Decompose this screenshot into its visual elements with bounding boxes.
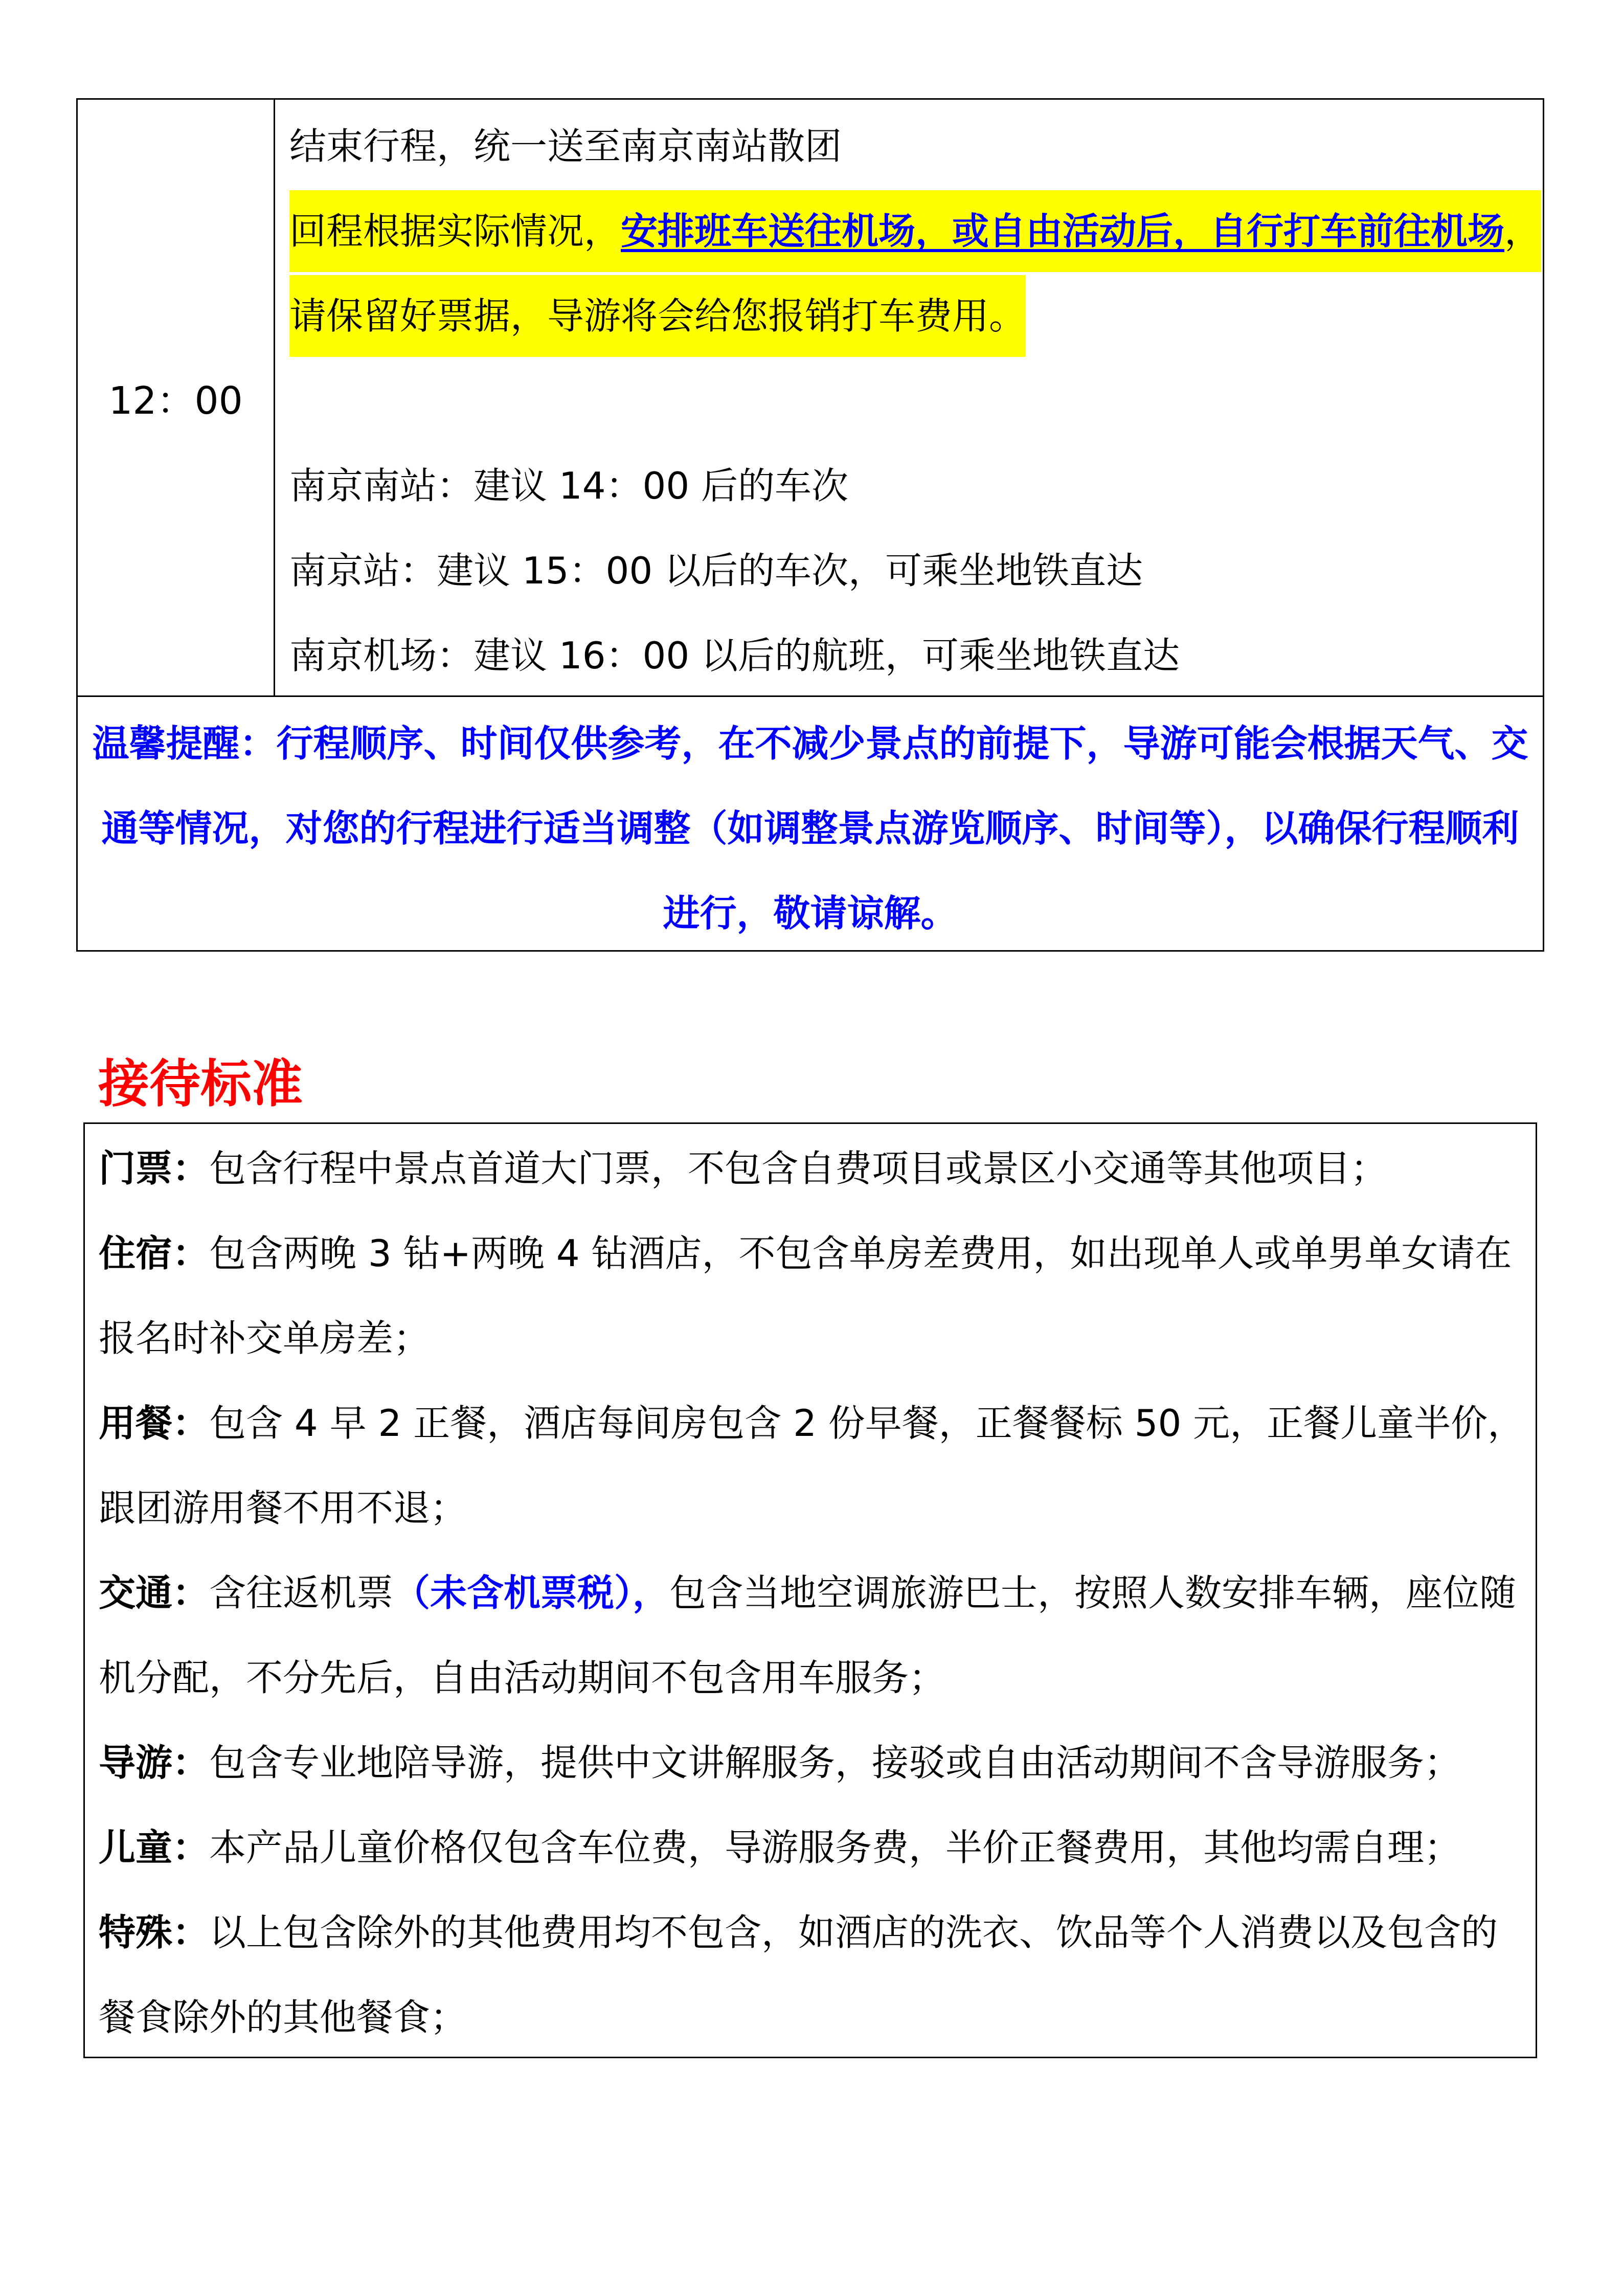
- standard-item: [99, 1720, 1525, 1805]
- return-note-suffix: ，: [1504, 210, 1542, 253]
- end-trip-text: 结束行程，统一送至南京南站散团: [289, 125, 842, 168]
- station-nanjing-south: 南京南站：建议 14：00 后的车次: [289, 464, 849, 507]
- receipt-note: 请保留好票据，导游将会给您报销打车费用。: [289, 275, 1026, 357]
- item-label: 导游：: [99, 1741, 210, 1784]
- station-airport: 南京机场：建议 16：00 以后的航班，可乘坐地铁直达: [289, 634, 1180, 677]
- standards-box: [83, 1122, 1537, 2058]
- item-emphasis: （未含机票税），: [393, 1571, 670, 1614]
- item-label: 交通：: [99, 1571, 210, 1614]
- return-note-prefix: 回程根据实际情况，: [289, 210, 621, 253]
- item-label: 特殊：: [99, 1911, 210, 1954]
- item-text: 包含两晚 3 钻+两晚 4 钻酒店，不包含单房差费用，如出现单人或单男单女请在报名时补交单房差；: [99, 1232, 1512, 1360]
- item-text: 包含行程中景点首道大门票，不包含自费项目或景区小交通等其他项目；: [209, 1147, 1388, 1190]
- details-cell: [275, 100, 1543, 695]
- standard-item: [99, 1890, 1525, 2060]
- standard-item: [99, 1805, 1525, 1890]
- section-title: 接待标准: [98, 1054, 303, 1114]
- standard-item: [99, 1381, 1525, 1550]
- reminder-text: 温馨提醒：行程顺序、时间仅供参考，在不减少景点的前提下，导游可能会根据天气、交通等情况，对您的行程进行适当调整（如调整景点游览顺序、时间等），以确保行程顺利进行，敬请谅解。: [92, 722, 1528, 935]
- item-label: 门票：: [99, 1147, 210, 1190]
- item-text: 本产品儿童价格仅包含车位费，导游服务费，半价正餐费用，其他均需自理；: [209, 1826, 1461, 1869]
- return-note: [289, 190, 1541, 272]
- standard-item: [99, 1126, 1525, 1211]
- item-text: 包含当地空调旅游巴士，按照人数安排车辆，座位随机分配，不分先后，自由活动期间不包含用车服务；: [99, 1571, 1517, 1699]
- item-text: 以上包含除外的其他费用均不包含，如酒店的洗衣、饮品等个人消费以及包含的餐食除外的其他餐食；: [99, 1911, 1498, 2039]
- item-text: 包含专业地陪导游，提供中文讲解服务，接驳或自由活动期间不含导游服务；: [209, 1741, 1461, 1784]
- itinerary-table: [76, 98, 1544, 952]
- item-label: 儿童：: [99, 1826, 210, 1869]
- standard-item: [99, 1550, 1525, 1720]
- item-text: 包含 4 早 2 正餐，酒店每间房包含 2 份早餐，正餐餐标 50 元，正餐儿童半价，跟团游用餐不用不退；: [99, 1402, 1525, 1529]
- station-nanjing: 南京站：建议 15：00 以后的车次，可乘坐地铁直达: [289, 549, 1143, 592]
- time-cell: 12：00: [78, 100, 275, 695]
- item-label: 住宿：: [99, 1232, 210, 1275]
- item-label: 用餐：: [99, 1402, 210, 1445]
- standard-item: [99, 1211, 1525, 1381]
- item-text: 含往返机票: [209, 1571, 394, 1614]
- return-note-emphasis: 安排班车送往机场，或自由活动后，自行打车前往机场: [621, 210, 1505, 253]
- itinerary-row: [78, 100, 1543, 697]
